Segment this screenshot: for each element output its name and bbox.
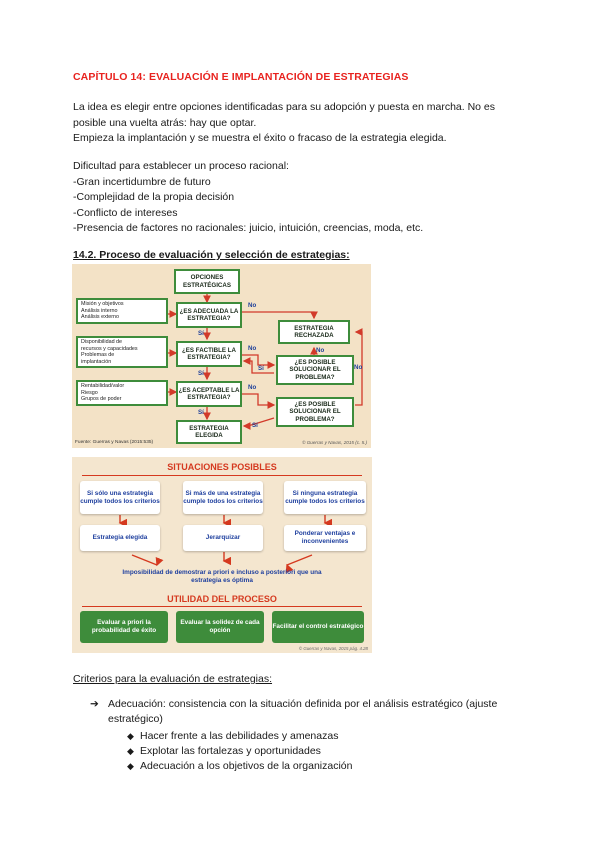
- label-si: Sí: [198, 330, 204, 337]
- criteria-main-bullet: [90, 697, 530, 727]
- criteria-item: Problemas de: [81, 352, 115, 359]
- diamond-bullet-icon: ◆: [127, 731, 134, 741]
- solucionar-problema-box-2: ¿ES POSIBLE SOLUCIONAR EL PROBLEMA?: [276, 397, 354, 427]
- intro-line-2: posible una vuelta atrás: hay que optar.: [73, 116, 257, 129]
- criteria-box-aceptabilidad: [76, 380, 168, 406]
- estrategia-elegida-box: ESTRATEGIA ELEGIDA: [176, 420, 242, 444]
- label-no: No: [248, 345, 257, 352]
- criteria-item: Análisis interno: [81, 307, 118, 314]
- diamond-bullet-icon: ◆: [127, 746, 134, 756]
- question-aceptable-box: ¿ES ACEPTABLE LA ESTRATEGIA?: [176, 381, 242, 407]
- criteria-box-factibilidad: [76, 336, 168, 368]
- criteria-sub-item: [127, 744, 321, 759]
- solucionar-problema-box-1: ¿ES POSIBLE SOLUCIONAR EL PROBLEMA?: [276, 355, 354, 385]
- criteria-item: recursos y capacidades: [81, 345, 138, 352]
- question-factible-box: ¿ES FACTIBLE LA ESTRATEGIA?: [176, 341, 242, 367]
- criteria-main-text: Adecuación: consistencia con la situación definida por el análisis estratégico (ajuste estratégico): [108, 698, 498, 725]
- utilidad-box-exito: Evaluar a priori la probabilidad de éxito: [80, 611, 168, 643]
- criteria-sub-text: Explotar las fortalezas y oportunidades: [140, 745, 321, 757]
- difficulty-item: -Conflicto de intereses: [73, 206, 178, 219]
- evaluation-flowchart: [72, 264, 371, 448]
- criteria-item: Disponibilidad de: [81, 339, 123, 345]
- difficulty-list: [73, 159, 543, 237]
- label-no: No: [248, 384, 257, 391]
- figure-credit: © Guerras y Navas, 2015 pág. 4.28: [298, 646, 368, 651]
- utilidad-title: UTILIDAD DEL PROCESO: [167, 594, 277, 604]
- utilidad-box-solidez: Evaluar la solidez de cada opción: [176, 611, 264, 643]
- label-si: Sí: [198, 370, 204, 377]
- result-ponderar: Ponderar ventajas e inconvenientes: [284, 525, 366, 551]
- label-no: No: [316, 347, 325, 354]
- utilidad-box-control: Facilitar el control estratégico: [272, 611, 364, 643]
- situaciones-title: SITUACIONES POSIBLES: [167, 462, 277, 472]
- figure-source: Fuente: Guerras y Navas (2015:535): [75, 440, 154, 445]
- intro-line-1: La idea es elegir entre opciones identificadas para su adopción y puesta en marcha. No es: [73, 101, 496, 113]
- result-jerarquizar: Jerarquizar: [183, 525, 263, 551]
- label-no: No: [354, 364, 363, 371]
- criteria-item: Rentabilidad/valor: [81, 383, 125, 389]
- optimality-note: Imposibilidad de demostrar a priori e incluso a posteriori que una estrategia es óptima: [122, 569, 322, 584]
- intro-line-3: Empieza la implantación y se muestra el éxito o fracaso de la estrategia elegida.: [73, 132, 447, 144]
- result-estrategia-elegida: Estrategia elegida: [80, 525, 160, 551]
- arrow-bullet-icon: ➔: [90, 698, 99, 710]
- difficulty-item: -Presencia de factores no racionales: juicio, intuición, creencias, moda, etc.: [73, 222, 424, 234]
- difficulty-item: -Gran incertidumbre de futuro: [73, 175, 211, 188]
- criteria-sub-text: Adecuación a los objetivos de la organización: [140, 760, 353, 772]
- label-si: Sí: [198, 409, 204, 416]
- situation-card-many: Si más de una estrategia cumple todos los criterios: [183, 481, 263, 514]
- section-title: 14.2. Proceso de evaluación y selección de estrategias:: [73, 249, 350, 261]
- criteria-box-adecuacion: [76, 298, 168, 324]
- difficulty-heading: Dificultad para establecer un proceso racional:: [73, 160, 289, 172]
- label-no: No: [248, 302, 257, 309]
- chapter-title: CAPÍTULO 14: EVALUACIÓN E IMPLANTACIÓN DE ESTRATEGIAS: [73, 71, 409, 83]
- estrategia-rechazada-box: ESTRATEGIA RECHAZADA: [278, 320, 350, 344]
- label-si: Sí: [252, 422, 258, 429]
- difficulty-item: -Complejidad de la propia decisión: [73, 191, 235, 203]
- question-adecuada-box: ¿ES ADECUADA LA ESTRATEGIA?: [176, 302, 242, 328]
- figure-credit: © Guerras y Navas, 2015 (c. 5.): [302, 440, 367, 445]
- intro-paragraph: [73, 100, 543, 147]
- situaciones-posibles-figure: [72, 457, 372, 653]
- criteria-item: implantación: [81, 358, 112, 365]
- criteria-item: Análisis externo: [81, 314, 120, 321]
- criteria-sub-text: Hacer frente a las debilidades y amenazas: [140, 730, 339, 742]
- opciones-estrategicas-box: OPCIONES ESTRATÉGICAS: [174, 269, 240, 294]
- situation-card-none: Si ninguna estrategia cumple todos los criterios: [284, 481, 366, 514]
- criteria-item: Grupos de poder: [81, 396, 122, 403]
- criteria-title: Criterios para la evaluación de estrategias:: [73, 673, 273, 685]
- title-rule: [82, 606, 362, 607]
- label-si: Sí: [258, 365, 264, 372]
- criteria-item: Misión y objetivos: [81, 301, 124, 307]
- title-rule: [82, 475, 362, 476]
- diamond-bullet-icon: ◆: [127, 761, 134, 771]
- situation-card-one: Si sólo una estrategia cumple todos los criterios: [80, 481, 160, 514]
- criteria-sub-item: [127, 729, 338, 744]
- criteria-item: Riesgo: [81, 389, 98, 396]
- criteria-sub-item: [127, 759, 352, 774]
